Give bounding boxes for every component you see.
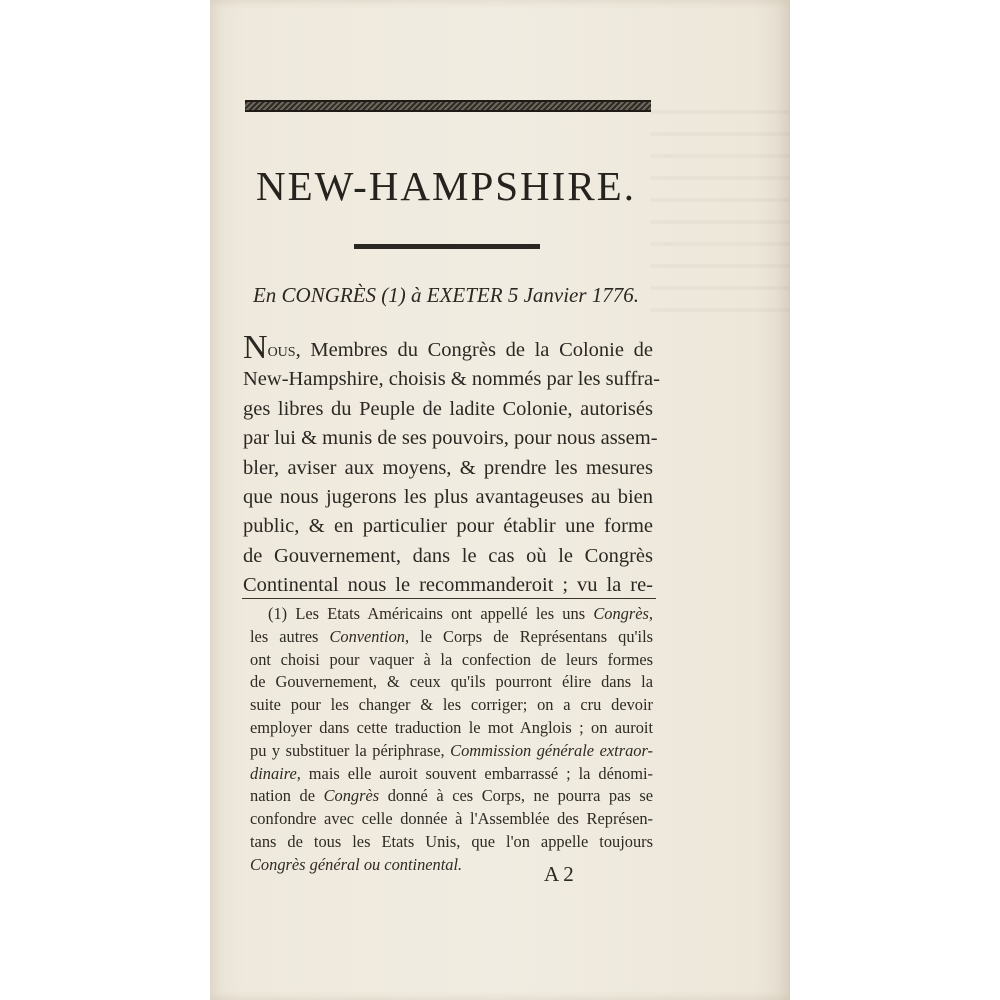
book-page — [210, 0, 790, 1000]
footnote-text: , mais elle auroit souvent embarrassé ; la dénomi- — [296, 763, 653, 783]
footnote-italic: Congrès — [593, 604, 649, 623]
page-title: NEW-HAMPSHIRE. — [256, 163, 636, 209]
first-word-rest: ous — [267, 339, 296, 361]
footnote — [250, 603, 653, 877]
footnote-line — [250, 785, 653, 808]
ornamental-header-rule — [245, 100, 651, 112]
text-line: ges libres du Peuple de ladite Colonie, autorisés — [243, 397, 653, 420]
footnote-line: employer dans cette traduction le mot Anglois ; on auroit — [250, 717, 653, 737]
text-line: Continental nous le recommanderoit ; vu la re- — [243, 574, 653, 597]
footnote-italic: dinaire — [250, 763, 297, 783]
footnote-line: de Gouvernement, & ceux qu'ils pourront élire dans la — [250, 672, 653, 692]
text-line: public, & en particulier pour établir une forme — [243, 515, 653, 538]
main-text — [243, 329, 660, 601]
footnote-italic: Congrès — [323, 786, 380, 806]
footnote-line — [250, 854, 653, 877]
footnote-italic: Commission générale extraor- — [450, 740, 653, 760]
footnote-text: nation de — [250, 786, 324, 806]
footnote-line — [250, 763, 653, 786]
footnote-line: ont choisi pour vaquer à la confection de leurs formes — [250, 649, 653, 669]
footnote-separator — [242, 598, 656, 599]
text-line: que nous jugerons les plus avantageuses au bien — [243, 486, 653, 509]
footnote-text: (1) Les Etats Américains ont appellé les uns — [268, 604, 594, 623]
footnote-line: suite pour les changer & les corriger; on a cru devoir — [250, 695, 653, 715]
text-line-content: , Membres du Congrès de la Colonie de — [295, 339, 653, 361]
footnote-text: , — [648, 604, 653, 623]
footnote-line: confondre avec celle donnée à l'Assemblée des Représen- — [250, 809, 653, 829]
footnote-italic: Convention — [329, 626, 406, 646]
footnote-line — [250, 603, 653, 626]
footnote-line — [250, 740, 653, 763]
footnote-text: donné à ces Corps, ne pourra pas se — [379, 786, 653, 806]
signature-mark: A 2 — [544, 862, 574, 886]
text-line: de Gouvernement, dans le cas où le Congrès — [243, 544, 653, 567]
footnote-text: pu y substituer la périphrase, — [250, 740, 451, 760]
footnote-text: , le Corps de Représentans qu'ils — [405, 626, 653, 646]
text-line: par lui & munis de ses pouvoirs, pour nous assem- — [243, 427, 658, 450]
text-line: bler, aviser aux moyens, & prendre les mesures — [243, 456, 653, 479]
footnote-line: tans de tous les Etats Unis, que l'on appelle toujours — [250, 831, 653, 851]
text-line: New-Hampshire, choisis & nommés par les suffra- — [243, 368, 660, 391]
dateline: En CONGRÈS (1) à EXETER 5 Janvier 1776. — [252, 283, 640, 307]
footnote-italic: Congrès général ou continental. — [250, 854, 463, 874]
drop-letter: N — [243, 329, 268, 366]
footnote-text: les autres — [250, 626, 330, 646]
text-line — [243, 329, 653, 366]
footnote-line — [250, 626, 653, 649]
title-divider-rule — [354, 244, 540, 249]
